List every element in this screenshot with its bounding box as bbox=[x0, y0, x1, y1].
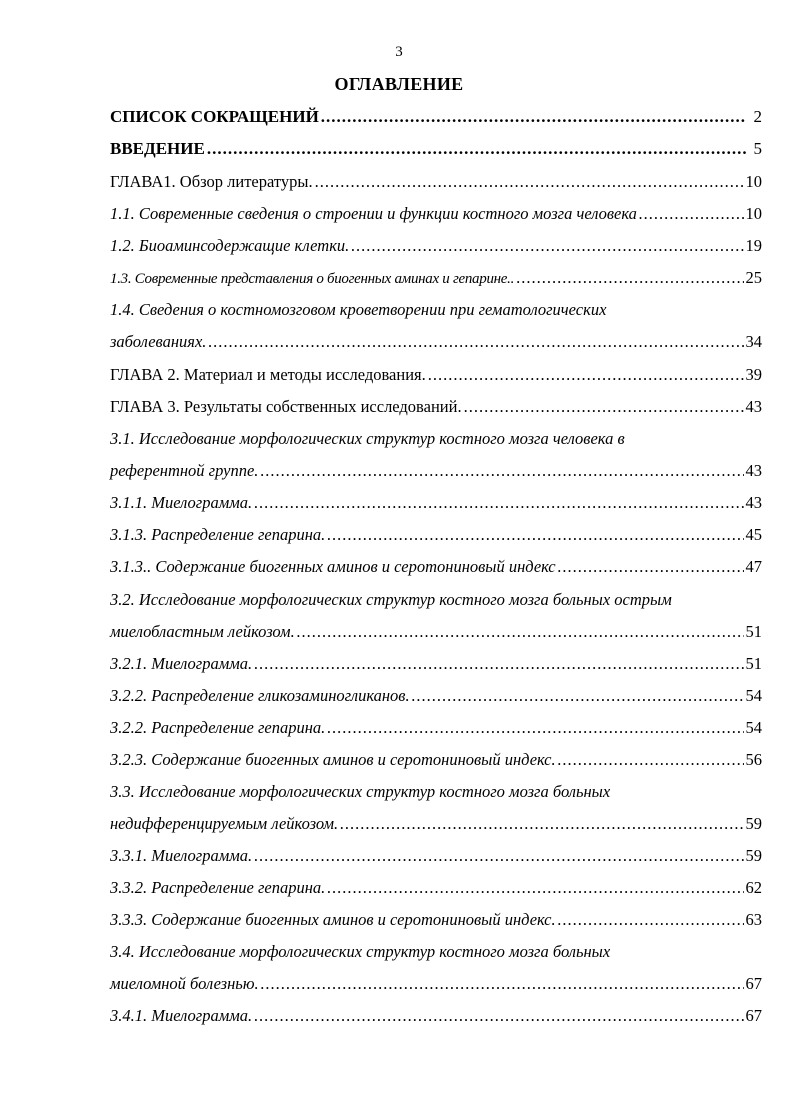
toc-page-number: 62 bbox=[745, 878, 762, 897]
toc-entry-1-2[interactable] bbox=[110, 235, 762, 257]
toc-leader bbox=[428, 364, 744, 386]
toc-entry-text: 3.3.3. Содержание биогенных аминов и серотониновый индекс. bbox=[110, 910, 556, 929]
toc-entry-3-2-3[interactable] bbox=[110, 749, 762, 771]
toc-page-number: 5 bbox=[753, 139, 762, 158]
toc-entry-3-3-3[interactable] bbox=[110, 909, 762, 931]
toc-entry-3-1-line1[interactable]: 3.1. Исследование морфологических структур костного мозга человека в bbox=[110, 429, 625, 448]
toc-entry-1-4[interactable] bbox=[110, 331, 762, 353]
toc-page-number: 43 bbox=[745, 493, 762, 512]
toc-entry-text: ГЛАВА1. Обзор литературы. bbox=[110, 172, 313, 191]
toc-entry-1-3[interactable] bbox=[110, 267, 762, 290]
toc-leader bbox=[558, 556, 744, 578]
toc-leader bbox=[315, 171, 744, 193]
toc-leader bbox=[340, 813, 743, 835]
toc-entry-text: 1.1. Современные сведения о строении и функции костного мозга человека bbox=[110, 204, 637, 223]
toc-page-number: 59 bbox=[745, 814, 762, 833]
toc-page-number: 10 bbox=[745, 172, 762, 191]
toc-page-number: 45 bbox=[745, 525, 762, 544]
toc-entry-3-4-1[interactable] bbox=[110, 1005, 762, 1027]
toc-entry-3-3-1[interactable] bbox=[110, 845, 762, 867]
toc-leader bbox=[327, 877, 743, 899]
toc-entry-1-4-line1[interactable]: 1.4. Сведения о костномозговом кроветворении при гематологических bbox=[110, 300, 607, 319]
toc-entry-text: 1.3. Современные представления о биогенных аминах и гепарине.. bbox=[110, 271, 515, 287]
toc-entry-text: СПИСОК СОКРАЩЕНИЙ bbox=[110, 107, 319, 126]
toc-leader bbox=[254, 1005, 743, 1027]
toc-leader bbox=[558, 909, 744, 931]
toc-entry-text: 3.3.2. Распределение гепарина. bbox=[110, 878, 326, 897]
toc-entry-3-1-3[interactable] bbox=[110, 524, 762, 546]
toc-entry-3-4[interactable] bbox=[110, 973, 762, 995]
toc-entry-3-3[interactable] bbox=[110, 813, 762, 835]
toc-entry-text: 3.2.3. Содержание биогенных аминов и серотониновый индекс. bbox=[110, 750, 556, 769]
toc-entry-text: заболеваниях. bbox=[110, 332, 207, 351]
toc-entry-text: 3.2.2. Распределение гликозаминогликанов. bbox=[110, 686, 410, 705]
toc-page-number: 39 bbox=[745, 365, 762, 384]
toc-leader bbox=[351, 235, 743, 257]
toc-leader bbox=[261, 973, 744, 995]
toc-leader bbox=[321, 106, 746, 128]
toc-entry-text: недифференцируемым лейкозом. bbox=[110, 814, 339, 833]
toc-entry-text: ГЛАВА 2. Материал и методы исследования. bbox=[110, 365, 426, 384]
toc-entry-chapter-1[interactable] bbox=[110, 171, 762, 193]
toc-entry-text: ВВЕДЕНИЕ bbox=[110, 139, 205, 158]
toc-entry-text: миелобластным лейкозом. bbox=[110, 622, 295, 641]
toc-leader bbox=[464, 396, 744, 418]
toc-page-number: 25 bbox=[745, 268, 762, 287]
toc-page-number: 56 bbox=[745, 750, 762, 769]
toc-leader bbox=[412, 685, 744, 707]
toc-leader bbox=[327, 524, 743, 546]
toc-entry-text: 1.2. Биоаминсодержащие клетки. bbox=[110, 236, 350, 255]
toc-leader bbox=[639, 203, 744, 225]
toc-entry-3-1-3-amines[interactable] bbox=[110, 556, 762, 578]
toc-entry-introduction[interactable] bbox=[110, 138, 762, 160]
toc-page-number: 59 bbox=[745, 846, 762, 865]
toc-page-number: 63 bbox=[745, 910, 762, 929]
toc-leader bbox=[254, 653, 743, 675]
toc-entry-3-1[interactable] bbox=[110, 460, 762, 482]
toc-entry-text: миеломной болезнью. bbox=[110, 974, 259, 993]
toc-page-number: 67 bbox=[745, 974, 762, 993]
toc-entry-text: 3.4.1. Миелограмма. bbox=[110, 1006, 253, 1025]
toc-entry-3-4-line1[interactable]: 3.4. Исследование морфологических структур костного мозга больных bbox=[110, 942, 611, 961]
toc-entry-3-1-1[interactable] bbox=[110, 492, 762, 514]
toc-page-number: 2 bbox=[753, 107, 762, 126]
toc-page-number: 19 bbox=[745, 236, 762, 255]
toc-entry-text: 3.1.3. Распределение гепарина. bbox=[110, 525, 326, 544]
toc-leader bbox=[254, 845, 743, 867]
toc-entry-text: 3.2.1. Миелограмма. bbox=[110, 654, 253, 673]
toc-page-number: 43 bbox=[745, 397, 762, 416]
toc-entry-text: ГЛАВА 3. Результаты собственных исследований. bbox=[110, 397, 462, 416]
toc-entry-chapter-3[interactable] bbox=[110, 396, 762, 418]
toc-entry-text: 3.1.3.. Содержание биогенных аминов и серотониновый индекс bbox=[110, 557, 556, 576]
toc-page-number: 67 bbox=[745, 1006, 762, 1025]
toc-entry-3-2[interactable] bbox=[110, 621, 762, 643]
toc-page-number: 51 bbox=[745, 654, 762, 673]
toc-leader bbox=[254, 492, 743, 514]
toc-entry-1-1[interactable] bbox=[110, 203, 762, 225]
toc-entry-3-3-line1[interactable]: 3.3. Исследование морфологических структур костного мозга больных bbox=[110, 782, 611, 801]
toc-leader bbox=[207, 138, 746, 160]
toc-entry-3-2-2-gag[interactable] bbox=[110, 685, 762, 707]
toc-title: ОГЛАВЛЕНИЕ bbox=[334, 74, 464, 94]
toc-entry-text: 3.3.1. Миелограмма. bbox=[110, 846, 253, 865]
toc-entry-3-2-line1[interactable]: 3.2. Исследование морфологических структур костного мозга больных острым bbox=[110, 590, 672, 609]
toc-leader bbox=[558, 749, 744, 771]
toc-page-number: 54 bbox=[745, 718, 762, 737]
toc-entry-chapter-2[interactable] bbox=[110, 364, 762, 386]
toc-leader bbox=[327, 717, 743, 739]
toc-leader bbox=[516, 267, 743, 289]
toc-entry-3-3-2[interactable] bbox=[110, 877, 762, 899]
toc-leader bbox=[208, 331, 743, 353]
toc-entry-3-2-1[interactable] bbox=[110, 653, 762, 675]
toc-page-number: 54 bbox=[745, 686, 762, 705]
toc-entry-text: референтной группе. bbox=[110, 461, 259, 480]
toc-leader bbox=[260, 460, 743, 482]
toc-leader bbox=[297, 621, 744, 643]
toc-entry-abbreviations[interactable] bbox=[110, 106, 762, 128]
page-number: 3 bbox=[395, 44, 403, 60]
toc-page-number: 10 bbox=[745, 204, 762, 223]
toc-page-number: 47 bbox=[745, 557, 762, 576]
toc-entry-text: 3.1.1. Миелограмма. bbox=[110, 493, 253, 512]
toc-page-number: 51 bbox=[745, 622, 762, 641]
toc-page-number: 34 bbox=[745, 332, 762, 351]
toc-entry-3-2-2-heparin[interactable] bbox=[110, 717, 762, 739]
toc-page-number: 43 bbox=[745, 461, 762, 480]
toc-entry-text: 3.2.2. Распределение гепарина. bbox=[110, 718, 326, 737]
